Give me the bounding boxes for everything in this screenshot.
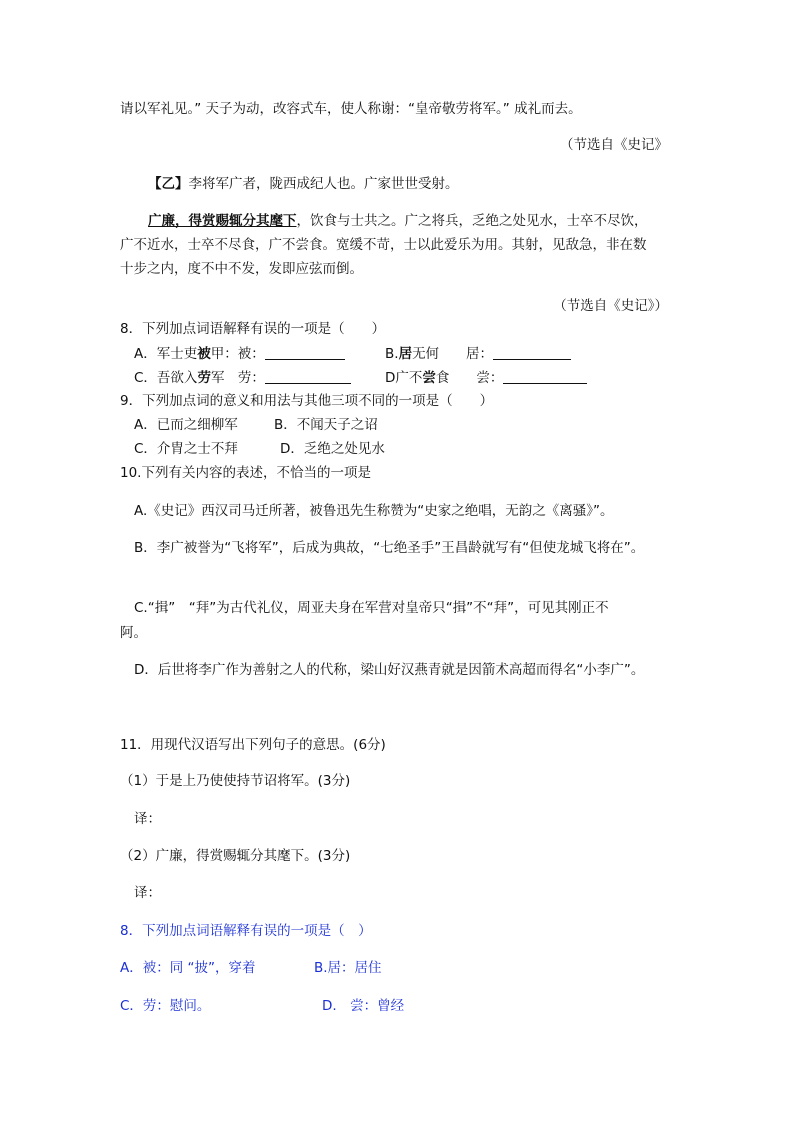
yi-bold-phrase: 广廉，得赏赐辄分其麾下 [148, 213, 297, 229]
q8-b-answer-blank[interactable] [493, 345, 571, 360]
q11-translate-1-label: 译： [134, 811, 161, 827]
answer-q8-option-c: C．劳：慰问。 [120, 998, 211, 1014]
q8-a-pre: A．军士吏 [134, 346, 198, 362]
q11-translate-2-label: 译： [134, 885, 161, 901]
q11-sentence-2: （2）广廉，得赏赐辄分其麾下。(3分) [120, 848, 351, 864]
q9-option-b: B．不闻天子之诏 [274, 417, 378, 433]
q10-option-d: D．后世将李广作为善射之人的代称，梁山好汉燕青就是因箭术高超而得名“小李广”。 [134, 662, 645, 678]
answer-q8-stem: 8．下列加点词语解释有误的一项是（ ） [120, 923, 372, 939]
q11-sentence-1: （1）于是上乃使使持节诏将军。(3分) [120, 773, 351, 789]
q8-a-dotted-word: 被 [197, 346, 211, 362]
q9-option-a: A．已而之细柳军 [134, 417, 238, 433]
yi-tag: 【乙】 [148, 176, 189, 192]
q8-b-pre: B. [385, 346, 399, 362]
q8-a-answer-blank[interactable] [265, 345, 345, 360]
q9-option-d: D．乏绝之处见水 [280, 441, 385, 457]
q8-option-d [385, 369, 587, 387]
q8-d-post: 食 尝： [435, 370, 504, 386]
q8-stem: 8．下列加点词语解释有误的一项是（ ） [120, 321, 386, 337]
answer-q8-option-a: A．被：同 “披”，穿着 [120, 960, 256, 976]
passage-yi-line4: 十步之内，度不中不发，发即应弦而倒。 [120, 261, 363, 277]
q8-b-dotted-word: 居 [398, 346, 413, 362]
q8-c-pre: C．吾欲入 [134, 370, 198, 386]
q8-option-a [134, 345, 345, 363]
q8-option-b [385, 345, 571, 363]
yi-line2-rest: ，饮食与士共之。广之将兵，乏绝之处见水，士卒不尽饮， [296, 213, 648, 229]
q8-d-pre: D广不 [385, 370, 423, 386]
q8-b-post: 无何 居： [412, 346, 494, 362]
q10-option-b: B．李广被誉为“飞将军”，后成为典故，“七绝圣手”王昌龄就写有“但使龙城飞将在”。 [134, 540, 645, 556]
q8-d-dotted-word: 尝 [422, 370, 436, 386]
passage-yi-line2 [148, 212, 648, 230]
answer-q8-option-d: D. 尝：曾经 [322, 998, 405, 1014]
q8-a-post: 甲：被： [210, 346, 265, 362]
yi-line1-text: 李将军广者，陇西成纪人也。广家世世受射。 [188, 176, 459, 192]
q8-c-post: 军 劳： [210, 370, 265, 386]
q10-option-a: A.《史记》西汉司马迁所著，被鲁迅先生称赞为“史家之绝唱，无韵之《离骚》”。 [134, 503, 614, 519]
source-yi: （节选自《史记》） [553, 298, 668, 314]
answer-q8-option-b: B.居：居住 [314, 960, 382, 976]
q8-d-answer-blank[interactable] [503, 369, 587, 384]
q8-option-c [134, 369, 351, 387]
source-jia: （节选自《史记》 [560, 137, 668, 153]
passage-yi-line1 [148, 175, 459, 193]
q8-c-answer-blank[interactable] [265, 369, 351, 384]
q10-option-c-line2: 阿。 [120, 625, 147, 641]
q11-stem: 11．用现代汉语写出下列句子的意思。(6分) [120, 737, 386, 753]
q10-stem: 10.下列有关内容的表述，不恰当的一项是 [120, 465, 371, 481]
q10-option-c-line1: C.“揖” “拜”为古代礼仪，周亚夫身在军营对皇帝只“揖”不“拜”，可见其刚正不 [134, 600, 609, 616]
q8-c-dotted-word: 劳 [197, 370, 211, 386]
q9-option-c: C．介胄之士不拜 [134, 441, 238, 457]
passage-jia-end: 请以军礼见。” 天子为动，改容式车，使人称谢：“皇帝敬劳将军。” 成礼而去。 [120, 101, 582, 117]
passage-yi-line3: 广不近水，士卒不尽食，广不尝食。宽缓不苛，士以此爱乐为用。其射，见敌急，非在数 [120, 237, 647, 253]
q9-stem: 9．下列加点词的意义和用法与其他三项不同的一项是（ ） [120, 393, 494, 409]
